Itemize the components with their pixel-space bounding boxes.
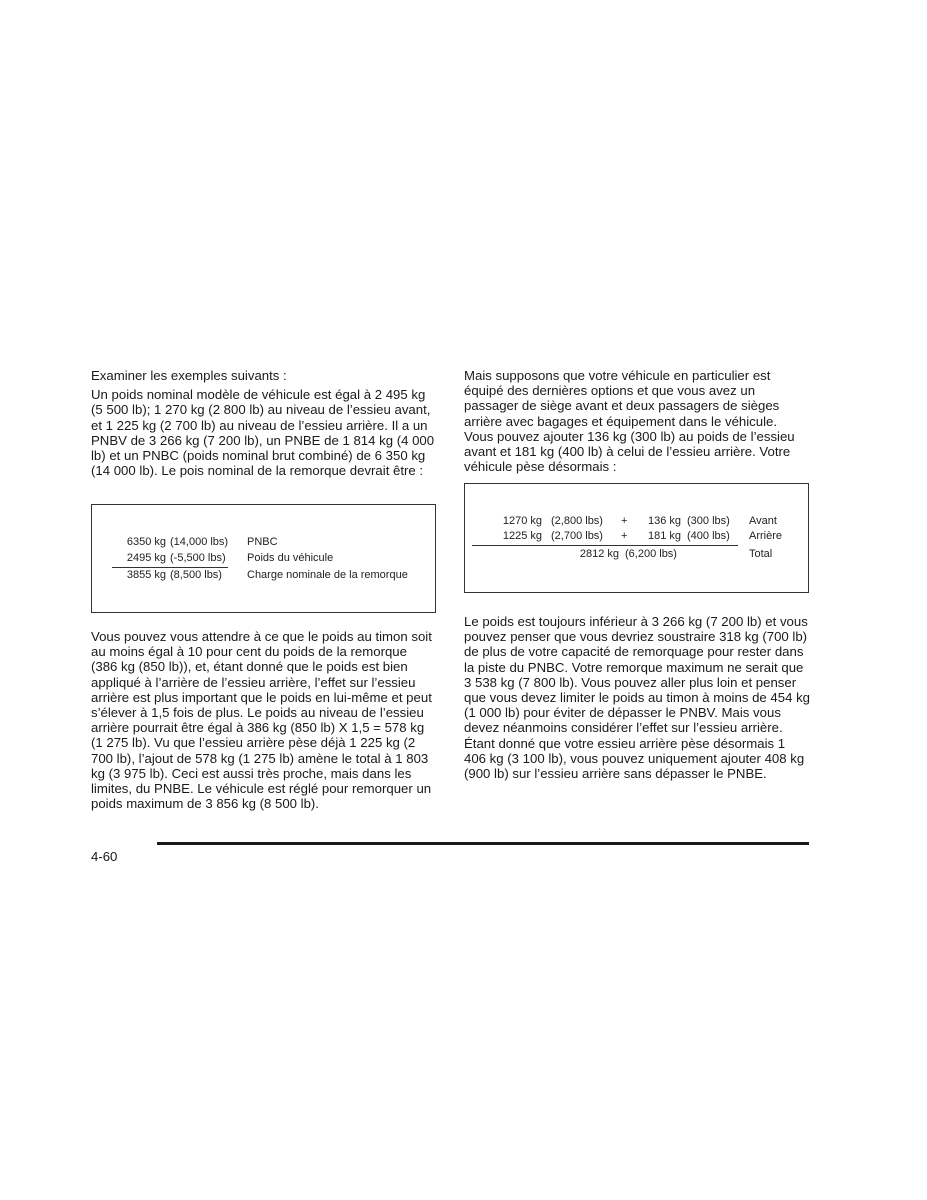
conclusion-paragraph: Le poids est toujours inférieur à 3 266 kg (7 200 lb) et vous pouvez penser que vous devriez soustraire 318 kg (700 lb) de plus de votre capacité de remorquage pour rester dans la piste du PNBC. Votre remorque maximum ne serait que 3 538 kg (7 800 lb). Vous pouvez aller plus loin et penser que vous devez limiter le poids au timon à moins de 454 kg (1 000 lb) pour éviter de dépasser le PNBV. Mais vous devez néanmoins considérer l’effet sur l’essieu arrière. Étant donné que votre essieu arrière pèse désormais 1 406 kg (3 100 lb), vous pouvez uniquement ajouter 408 kg (900 lb) sur l’essieu arrière sans dépasser le PNBE. xyxy=(464,614,810,782)
table-cell: (-5,500 lbs) xyxy=(170,552,226,564)
intro-paragraph: Examiner les exemples suivants : xyxy=(91,368,287,383)
right-column-continued xyxy=(464,614,810,785)
footer-rule xyxy=(157,842,809,845)
table-cell: (400 lbs) xyxy=(687,530,730,542)
table-cell: Charge nominale de la remorque xyxy=(247,569,408,581)
table-cell: 136 kg xyxy=(647,515,681,527)
left-column xyxy=(91,368,437,482)
table-cell: Arrière xyxy=(749,530,783,542)
tongue-weight-paragraph: Vous pouvez vous attendre à ce que le poids au timon soit au moins égal à 10 pour cent du poids de la remorque (386 kg (850 lb)), et, étant donné que le poids est bien appliqué à l’arrière de l’essieu arrière, l’effet sur l’essieu arrière est plus important que le poids en lui-même et peut s’élever à 1,5 fois de plus. Le poids au niveau de l’essieu arrière pourrait être égal à 386 kg (850 lb) X 1,5 = 578 kg (1 275 lb). Vu que l’essieu arrière pèse déjà 1 225 kg (2 700 lb), l’ajout de 578 kg (1 275 lb) amène le total à 1 803 kg (3 975 lb). Ceci est aussi très proche, mais dans les limites, du PNBE. Le véhicule est réglé pour remorquer un poids maximum de 3 856 kg (8 500 lb). xyxy=(91,629,432,812)
table-cell: (6,200 lbs) xyxy=(625,548,677,560)
trailer-rating-table xyxy=(91,504,436,613)
table-cell: 1270 kg xyxy=(502,515,542,527)
table-cell: (300 lbs) xyxy=(687,515,730,527)
table-cell: 6350 kg xyxy=(126,536,166,548)
table-cell: 3855 kg xyxy=(126,569,166,581)
table-cell: (2,700 lbs) xyxy=(551,530,603,542)
table-cell: 181 kg xyxy=(647,530,681,542)
table-cell: Total xyxy=(749,548,773,560)
table-cell: Poids du véhicule xyxy=(247,552,334,564)
table-cell: + xyxy=(621,515,628,527)
table-cell: PNBC xyxy=(247,536,278,548)
table-cell: Avant xyxy=(749,515,777,527)
example-paragraph: Un poids nominal modèle de véhicule est égal à 2 495 kg (5 500 lb); 1 270 kg (2 800 lb) au niveau de l’essieu avant, et 1 225 kg (2 700 lb) au niveau de l’essieu arrière. Il a un PNBV de 3 266 kg (7 200 lb), un PNBE de 1 814 kg (4 000 lb) et un PNBC (poids nominal brut combiné) de 6 350 kg (14 000 lb). Le pois nominal de la remorque devrait être : xyxy=(91,387,435,479)
table-cell: + xyxy=(621,530,628,542)
table-cell: (8,500 lbs) xyxy=(170,569,222,581)
table-cell: (14,000 lbs) xyxy=(170,536,229,548)
right-column xyxy=(464,368,810,478)
table-cell: 1225 kg xyxy=(502,530,542,542)
table-cell: 2495 kg xyxy=(126,552,166,564)
page-number: 4-60 xyxy=(91,849,118,864)
table-cell: (2,800 lbs) xyxy=(551,515,603,527)
axle-weight-table xyxy=(464,483,809,593)
left-column-continued xyxy=(91,629,437,815)
table-cell: 2812 kg xyxy=(579,548,619,560)
options-paragraph: Mais supposons que votre véhicule en particulier est équipé des dernières options et que vous avez un passager de siège avant et deux passagers de sièges arrière avec bagages et équipement dans le véhicule. Vous pouvez ajouter 136 kg (300 lb) au poids de l’essieu avant et 181 kg (400 lb) à celui de l’essieu arrière. Votre véhicule pèse désormais : xyxy=(464,368,795,475)
